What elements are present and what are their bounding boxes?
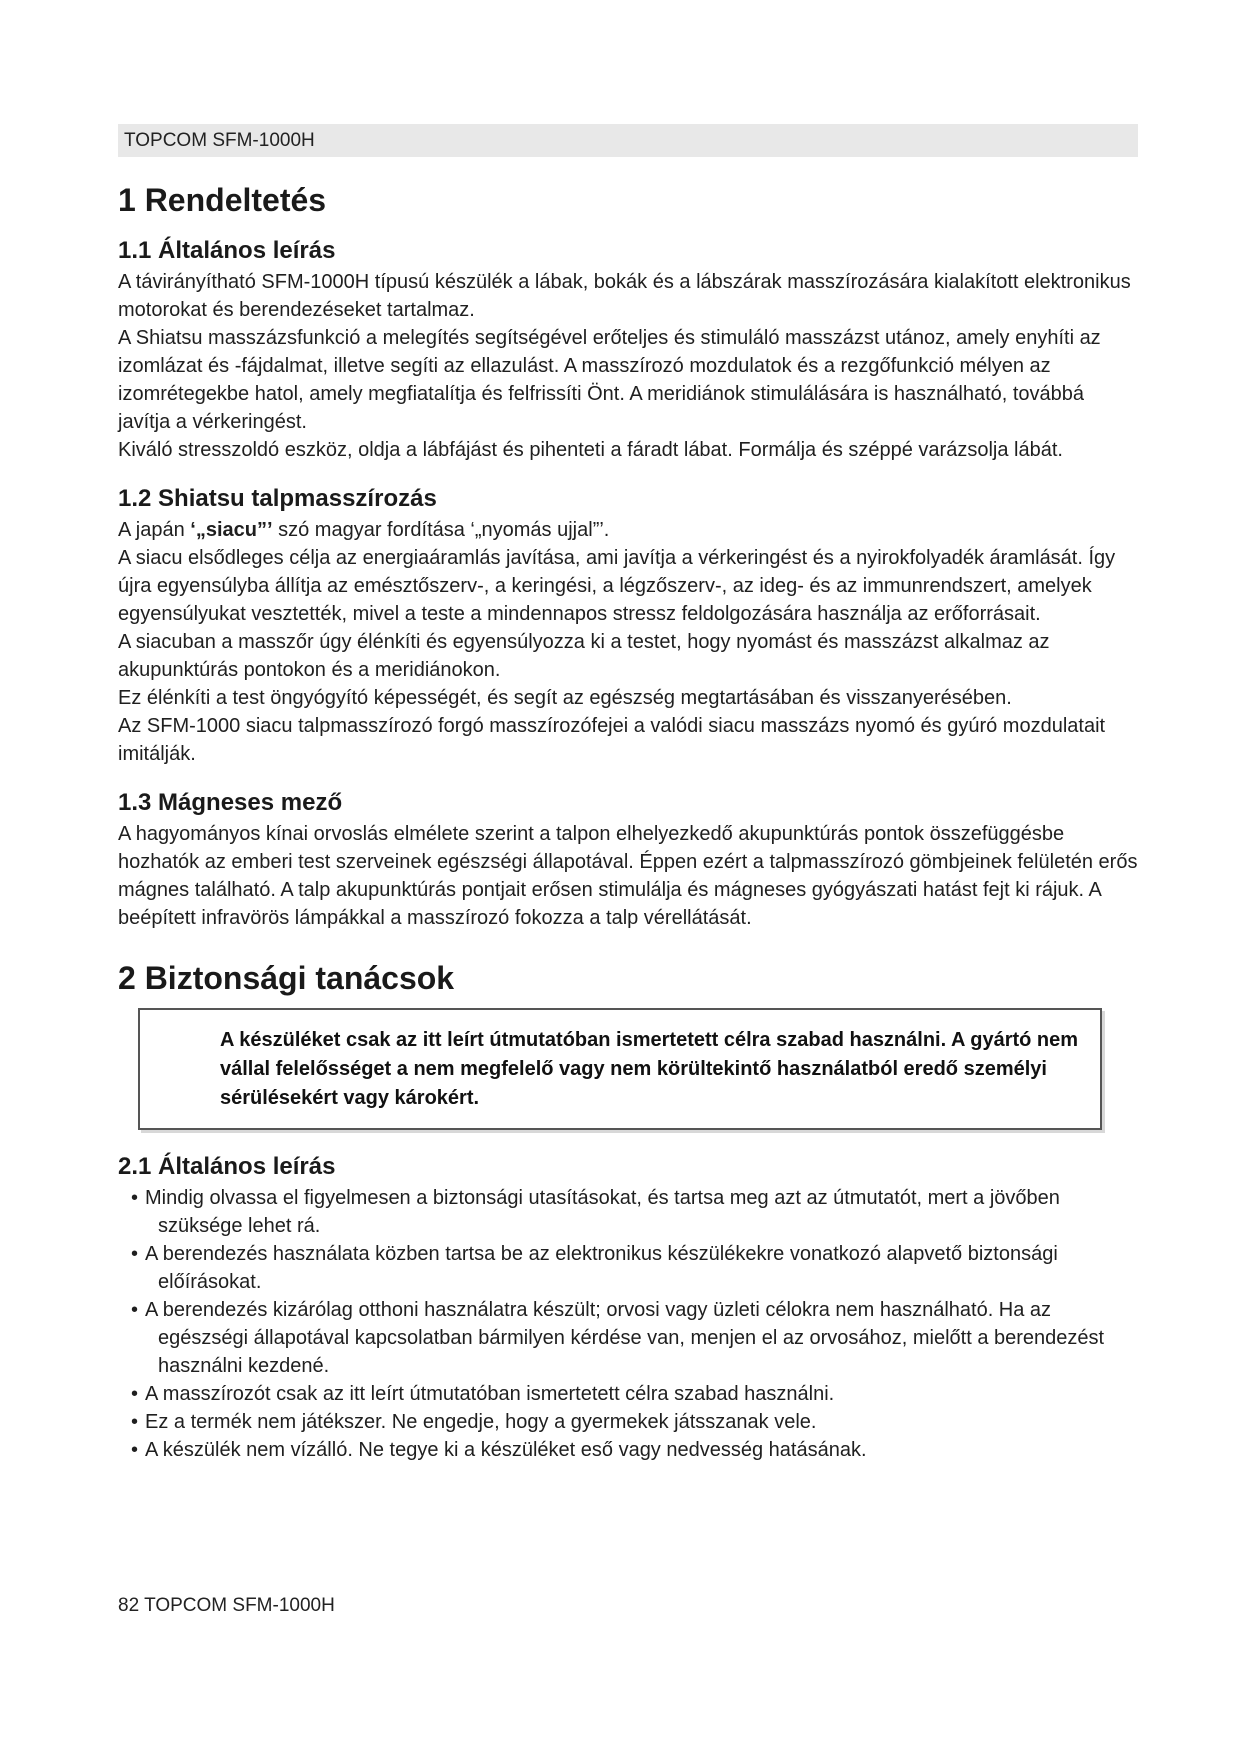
list-item [118,1408,1138,1436]
list-item [118,1380,1138,1408]
bullet-icon: • [131,1187,139,1209]
section-1-3-title: 1.3 Mágneses mező [118,789,343,816]
paragraph: Kiváló stresszoldó eszköz, oldja a lábfájást és pihenteti a fáradt lábat. Formálja és széppé varázsolja lábát. [118,439,1063,461]
bullet-icon: • [131,1299,139,1321]
list-item [118,1184,1138,1240]
bullet-icon: • [131,1411,139,1433]
paragraph-intro [118,516,1138,544]
paragraph: Ez élénkíti a test öngyógyító képességét, és segít az egészség megtartásában és visszanyerésében. [118,687,1012,709]
bullet-icon: • [131,1243,139,1265]
paragraph: A távirányítható SFM-1000H típusú készülék a lábak, bokák és a lábszárak masszírozására kialakított elektronikus motorokat és berendezéseket tartalmaz. [118,271,1131,321]
list-item [118,1240,1138,1296]
paragraph: A siacu elsődleges célja az energiaáramlás javítása, ami javítja a vérkeringést és a nyirokfolyadék áramlását. Így újra egyensúlyba állítja az emésztőszerv-, a keringési, a légzőszerv-, az ideg- és az immunrendszert, amelyek egyensúlyukat vesztették, mivel a teste a mindennapos stressz feldolgozására használja az erőforrásait. [118,547,1116,625]
safety-list [118,1184,1138,1464]
warning-box [138,1008,1102,1130]
list-item-text: Mindig olvassa el figyelmesen a biztonsági utasításokat, és tartsa meg azt az útmutatót, mert a jövőben szüksége lehet rá. [145,1187,1060,1237]
list-item-text: A berendezés kizárólag otthoni használatra készült; orvosi vagy üzleti célokra nem használható. Ha az egészségi állapotával kapcsolatban bármilyen kérdése van, menjen el az orvosához, mielőtt a berendezést használni kezdené. [145,1299,1105,1377]
siacu-term: ‘„siacu”’ [190,519,273,541]
paragraph: A hagyományos kínai orvoslás elmélete szerint a talpon elhelyezkedő akupunktúrás pontok összefüggésbe hozhatók az emberi test szerveinek egészségi állapotával. Éppen ezért a talpmasszírozó gömbjeinek felületén erős mágnes található. A talp akupunktúrás pontjait erősen stimulálja és mágneses gyógyászati hatást fejt ki rájuk. A beépített infravörös lámpákkal a masszírozó fokozza a talp vérellátását. [118,823,1138,929]
section-1-1-title: 1.1 Általános leírás [118,237,336,264]
intro-text: A japán [118,519,191,541]
section-1-title: 1 Rendeltetés [118,182,327,218]
paragraph: A siacuban a masszőr úgy élénkíti és egyensúlyozza ki a testet, hogy nyomást és masszázst alkalmaz az akupunktúrás pontokon és a meridiánokon. [118,631,1050,681]
bullet-icon: • [131,1439,139,1461]
section-2-1-title: 2.1 Általános leírás [118,1153,336,1180]
list-item-text: A berendezés használata közben tartsa be az elektronikus készülékekre vonatkozó alapvető biztonsági előírásokat. [145,1243,1058,1293]
section-2-title: 2 Biztonsági tanácsok [118,960,455,996]
paragraph: Az SFM-1000 siacu talpmasszírozó forgó masszírozófejei a valódi siacu masszázs nyomó és gyúró mozdulatait imitálják. [118,715,1106,765]
list-item [118,1436,1138,1464]
list-item-text: Ez a termék nem játékszer. Ne engedje, hogy a gyermekek játsszanak vele. [145,1411,817,1433]
list-item-text: A készülék nem vízálló. Ne tegye ki a készüléket eső vagy nedvesség hatásának. [145,1439,867,1461]
document-body [118,170,1138,1464]
bullet-icon: • [131,1383,139,1405]
page-header: TOPCOM SFM-1000H [118,124,1138,157]
list-item-text: A masszírozót csak az itt leírt útmutatóban ismertetett célra szabad használni. [145,1383,835,1405]
page-footer: 82 TOPCOM SFM-1000H [118,1595,335,1616]
warning-text: A készüléket csak az itt leírt útmutatóban ismertetett célra szabad használni. A gyártó nem vállal felelősséget a nem megfelelő vagy nem körültekintő használatból eredő személyi sérülésekért vagy károkért. [220,1029,1079,1109]
paragraph: A Shiatsu masszázsfunkció a melegítés segítségével erőteljes és stimuláló masszázst utánoz, amely enyhíti az izomlázat és -fájdalmat, illetve segíti az ellazulást. A masszírozó mozdulatok és a rezgőfunkció mélyen az izomrétegekbe hatol, amely megfiatalítja és felfrissíti Önt. A meridiánok stimulálására is használható, továbbá javítja a vérkeringést. [118,327,1101,433]
list-item [118,1296,1138,1380]
intro-text: szó magyar fordítása ‘„nyomás ujjal”’. [272,519,610,541]
section-1-2-title: 1.2 Shiatsu talpmasszírozás [118,485,437,512]
